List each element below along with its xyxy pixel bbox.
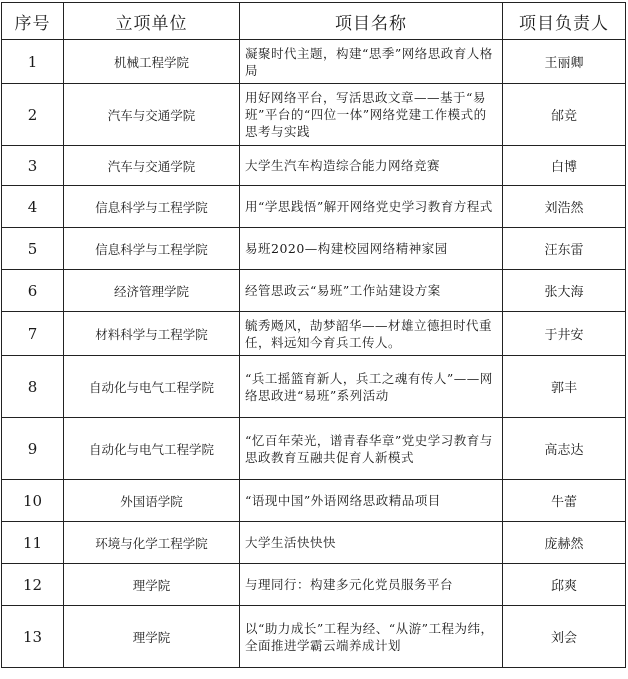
row-number: 13 (2, 606, 64, 668)
table-row (2, 186, 626, 228)
row-unit: 理学院 (64, 606, 240, 668)
row-number: 5 (2, 228, 64, 270)
project-table (1, 2, 626, 668)
row-project: 易班2020—构建校园网络精神家园 (240, 228, 503, 270)
row-number: 6 (2, 270, 64, 312)
row-leader: 邱爽 (503, 564, 626, 606)
row-project: 用“学思践悟”解开网络党史学习教育方程式 (240, 186, 503, 228)
row-leader: 邰竞 (503, 84, 626, 146)
header-leader: 项目负责人 (503, 3, 626, 40)
row-number: 9 (2, 418, 64, 480)
table-row (2, 418, 626, 480)
row-leader: 刘浩然 (503, 186, 626, 228)
row-project: 经管思政云“易班”工作站建设方案 (240, 270, 503, 312)
row-leader: 汪东雷 (503, 228, 626, 270)
table-row (2, 146, 626, 186)
header-no: 序号 (2, 3, 64, 40)
table-row (2, 356, 626, 418)
row-number: 1 (2, 40, 64, 84)
table-row (2, 228, 626, 270)
row-unit: 理学院 (64, 564, 240, 606)
row-project: 大学生活快快快 (240, 522, 503, 564)
header-unit: 立项单位 (64, 3, 240, 40)
row-leader: 张大海 (503, 270, 626, 312)
row-project: 毓秀飏风，劼梦韶华——材雄立德担时代重任，料远知今育兵工传人。 (240, 312, 503, 356)
row-project: 用好网络平台，写活思政文章——基于“易班”平台的“四位一体”网络党建工作模式的思考与实践 (240, 84, 503, 146)
row-project: 与理同行：构建多元化党员服务平台 (240, 564, 503, 606)
table-row (2, 40, 626, 84)
row-project: “语现中国”外语网络思政精品项目 (240, 480, 503, 522)
row-project: 以“助力成长”工程为经、“从游”工程为纬，全面推进学霸云端养成计划 (240, 606, 503, 668)
row-leader: 郭丰 (503, 356, 626, 418)
header-project: 项目名称 (240, 3, 503, 40)
row-number: 10 (2, 480, 64, 522)
row-unit: 经济管理学院 (64, 270, 240, 312)
row-unit: 外国语学院 (64, 480, 240, 522)
row-unit: 机械工程学院 (64, 40, 240, 84)
row-number: 7 (2, 312, 64, 356)
row-unit: 环境与化学工程学院 (64, 522, 240, 564)
row-unit: 汽车与交通学院 (64, 84, 240, 146)
row-unit: 自动化与电气工程学院 (64, 418, 240, 480)
row-leader: 刘会 (503, 606, 626, 668)
row-leader: 庞赫然 (503, 522, 626, 564)
row-project: “忆百年荣光，谱青春华章”党史学习教育与思政教育互融共促育人新模式 (240, 418, 503, 480)
row-unit: 信息科学与工程学院 (64, 186, 240, 228)
row-number: 4 (2, 186, 64, 228)
row-unit: 汽车与交通学院 (64, 146, 240, 186)
table-row (2, 606, 626, 668)
row-number: 2 (2, 84, 64, 146)
table-row (2, 480, 626, 522)
row-unit: 信息科学与工程学院 (64, 228, 240, 270)
table-row (2, 312, 626, 356)
table-row (2, 522, 626, 564)
row-leader: 高志达 (503, 418, 626, 480)
table-row (2, 564, 626, 606)
row-number: 12 (2, 564, 64, 606)
row-project: 凝聚时代主题，构建“思季”网络思政育人格局 (240, 40, 503, 84)
row-leader: 牛蕾 (503, 480, 626, 522)
row-number: 3 (2, 146, 64, 186)
row-project: “兵工摇篮育新人，兵工之魂有传人”——网络思政进“易班”系列活动 (240, 356, 503, 418)
table-row (2, 270, 626, 312)
row-project: 大学生汽车构造综合能力网络竞赛 (240, 146, 503, 186)
row-leader: 白博 (503, 146, 626, 186)
table-row (2, 84, 626, 146)
row-number: 11 (2, 522, 64, 564)
row-leader: 王丽卿 (503, 40, 626, 84)
row-number: 8 (2, 356, 64, 418)
row-unit: 自动化与电气工程学院 (64, 356, 240, 418)
table-header-row (2, 3, 626, 40)
row-leader: 于井安 (503, 312, 626, 356)
row-unit: 材料科学与工程学院 (64, 312, 240, 356)
